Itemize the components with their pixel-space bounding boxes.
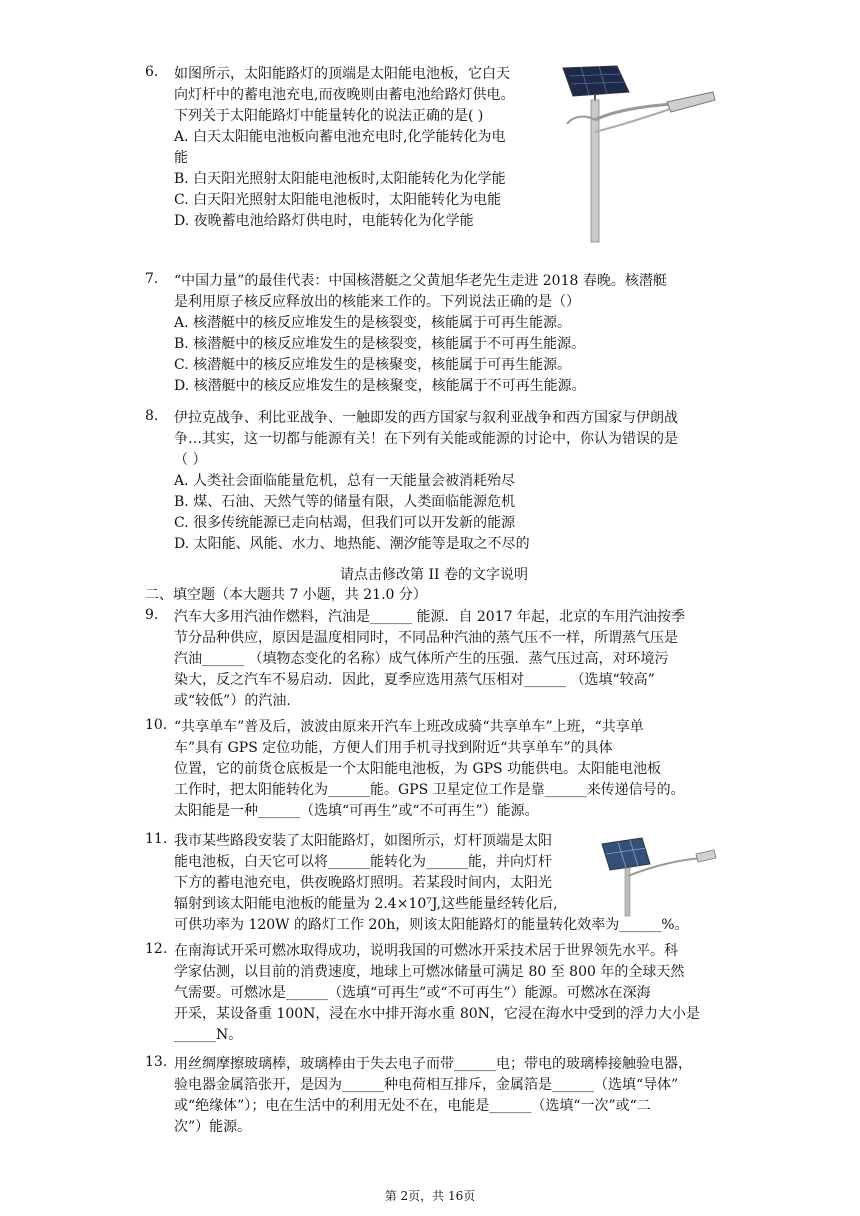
- section-instruction-note[interactable]: 请点击修改第 II 卷的文字说明: [340, 567, 528, 583]
- question-text-line: “共享单车”普及后，波波由原来开汽车上班改成骑“共享单车”上班，“共享单: [174, 719, 644, 735]
- solar-street-lamp-figure-small: [598, 836, 718, 918]
- question-text-line: 用丝绸摩擦玻璃棒，玻璃棒由于失去电子而带______电；带电的玻璃棒接触验电器，: [174, 1056, 692, 1072]
- question-text-line: 汽车大多用汽油作燃料，汽油是______ 能源．自 2017 年起，北京的车用汽油按季: [174, 609, 685, 625]
- option-a: A. 核潜艇中的核反应堆发生的是核裂变，核能属于可再生能源。: [174, 315, 572, 331]
- question-text-line: 位置，它的前货仓底板是一个太阳能电池板，为 GPS 功能供电。太阳能电池板: [174, 761, 662, 777]
- question-text-line: 如图所示，太阳能路灯的顶端是太阳能电池板，它白天: [174, 66, 510, 82]
- question-text-line: 下列关于太阳能路灯中能量转化的说法正确的是( ): [174, 108, 484, 124]
- question-number: 7.: [145, 271, 159, 287]
- question-text-line: 太阳能是一种______（选填“可再生”或“不可再生”）能源。: [174, 803, 539, 819]
- question-text-line: 我市某些路段安装了太阳能路灯，如图所示，灯杆顶端是太阳: [174, 833, 552, 849]
- option-a-continued: 能: [174, 150, 188, 166]
- question-8: [145, 408, 705, 555]
- option-a: A. 白天太阳能电池板向蓄电池充电时,化学能转化为电: [174, 129, 506, 145]
- question-text-line: 气需要。可燃冰是______（选填“可再生”或“不可再生”）能源。可燃冰在深海: [174, 985, 651, 1001]
- question-text-line: 在南海试开采可燃冰取得成功，说明我国的可燃冰开采技术居于世界领先水平。科: [174, 943, 678, 959]
- question-number: 8.: [145, 408, 159, 424]
- option-b: B. 核潜艇中的核反应堆发生的是核裂变，核能属于不可再生能源。: [174, 336, 586, 352]
- question-number: 12.: [145, 941, 168, 957]
- question-number: 13.: [145, 1054, 168, 1070]
- question-text-line: 学家估测，以目前的消费速度，地球上可燃冰储量可满足 80 至 800 年的全球天然: [174, 964, 685, 980]
- question-text-line: 验电器金属箔张开，是因为______种电荷相互排斥，金属箔是______（选填“导体”: [174, 1077, 679, 1093]
- option-c: C. 很多传统能源已走向枯竭，但我们可以开发新的能源: [174, 515, 516, 531]
- option-b: B. 白天阳光照射太阳能电池板时,太阳能转化为化学能: [174, 171, 506, 187]
- page-footer: 第 2页，共 16页: [384, 1189, 476, 1203]
- question-text-line: 汽油______ （填物态变化的名称）成气体所产生的压强．蒸气压过高，对环境污: [174, 651, 669, 667]
- question-number: 9.: [145, 607, 159, 623]
- question-text-line: 辐射到该太阳能电池板的能量为 2.4×10⁷J,这些能量经转化后,: [174, 896, 558, 912]
- option-d: D. 夜晚蓄电池给路灯供电时，电能转化为化学能: [174, 213, 474, 229]
- question-12: [145, 941, 705, 1046]
- question-text-line: 可供功率为 120W 的路灯工作 20h，则该太阳能路灯的能量转化效率为______%。: [174, 917, 689, 933]
- question-text-line: 能电池板，白天它可以将______能转化为______能，并向灯杆: [174, 854, 552, 870]
- question-text-line: 向灯杆中的蓄电池充电,而夜晚则由蓄电池给路灯供电。: [174, 87, 515, 103]
- question-9: [145, 607, 705, 712]
- question-text-line: 工作时，把太阳能转化为______能。GPS 卫星定位工作是靠______来传递信号的。: [174, 782, 685, 798]
- option-c: C. 白天阳光照射太阳能电池板时，太阳能转化为电能: [174, 192, 502, 208]
- question-text-line: 开采，某设备重 100N，浸在水中排开海水重 80N，它浸在海水中受到的浮力大小是: [174, 1006, 700, 1022]
- question-number: 10.: [145, 717, 168, 733]
- question-text-line: 节分品种供应，原因是温度相同时，不同品种汽油的蒸气压不一样，所谓蒸气压是: [174, 630, 678, 646]
- question-text-line: 染大，反之汽车不易启动．因此，夏季应选用蒸气压相对______ （选填“较高”: [174, 672, 655, 688]
- question-text-line: 车”具有 GPS 定位功能，方便人们用手机寻找到附近“共享单车”的具体: [174, 740, 613, 756]
- question-text-line: 或“绝缘体”）；电在生活中的利用无处不在，电能是______（选填“一次”或“二: [174, 1098, 651, 1114]
- question-text-line: “中国力量”的最佳代表：中国核潜艇之父黄旭华老先生走进 2018 春晚。核潜艇: [174, 273, 667, 289]
- question-10: [145, 717, 705, 822]
- question-7: [145, 271, 705, 397]
- question-text-line: 次”）能源。: [174, 1119, 252, 1135]
- question-text-line: 争…其实，这一切都与能源有关！在下列有关能或能源的讨论中，你认为错误的是: [174, 431, 678, 447]
- question-13: [145, 1054, 705, 1138]
- option-c: C. 核潜艇中的核反应堆发生的是核聚变，核能属于可再生能源。: [174, 357, 572, 373]
- option-d: D. 太阳能、风能、水力、地热能、潮汐能等是取之不尽的: [174, 536, 530, 552]
- solar-street-lamp-figure: [555, 62, 720, 247]
- question-text-line: 下方的蓄电池充电，供夜晚路灯照明。若某段时间内，太阳光: [174, 875, 552, 891]
- question-number: 11.: [145, 831, 168, 847]
- question-text-line: 是利用原子核反应释放出的核能来工作的。下列说法正确的是（）: [174, 294, 580, 310]
- question-text-line: 或“较低”）的汽油．: [174, 693, 301, 709]
- option-d: D. 核潜艇中的核反应堆发生的是核聚变，核能属于不可再生能源。: [174, 378, 586, 394]
- option-b: B. 煤、石油、天然气等的储量有限，人类面临能源危机: [174, 494, 516, 510]
- option-a: A. 人类社会面临能量危机，总有一天能量会被消耗殆尽: [174, 473, 516, 489]
- section-heading: 二、填空题（本大题共 7 小题，共 21.0 分）: [145, 587, 427, 603]
- question-text-line: ______N。: [174, 1027, 243, 1043]
- question-number: 6.: [145, 64, 159, 80]
- question-text-line: 伊拉克战争、利比亚战争、一触即发的西方国家与叙利亚战争和西方国家与伊朗战: [174, 410, 678, 426]
- question-text-line: （ ）: [174, 452, 207, 468]
